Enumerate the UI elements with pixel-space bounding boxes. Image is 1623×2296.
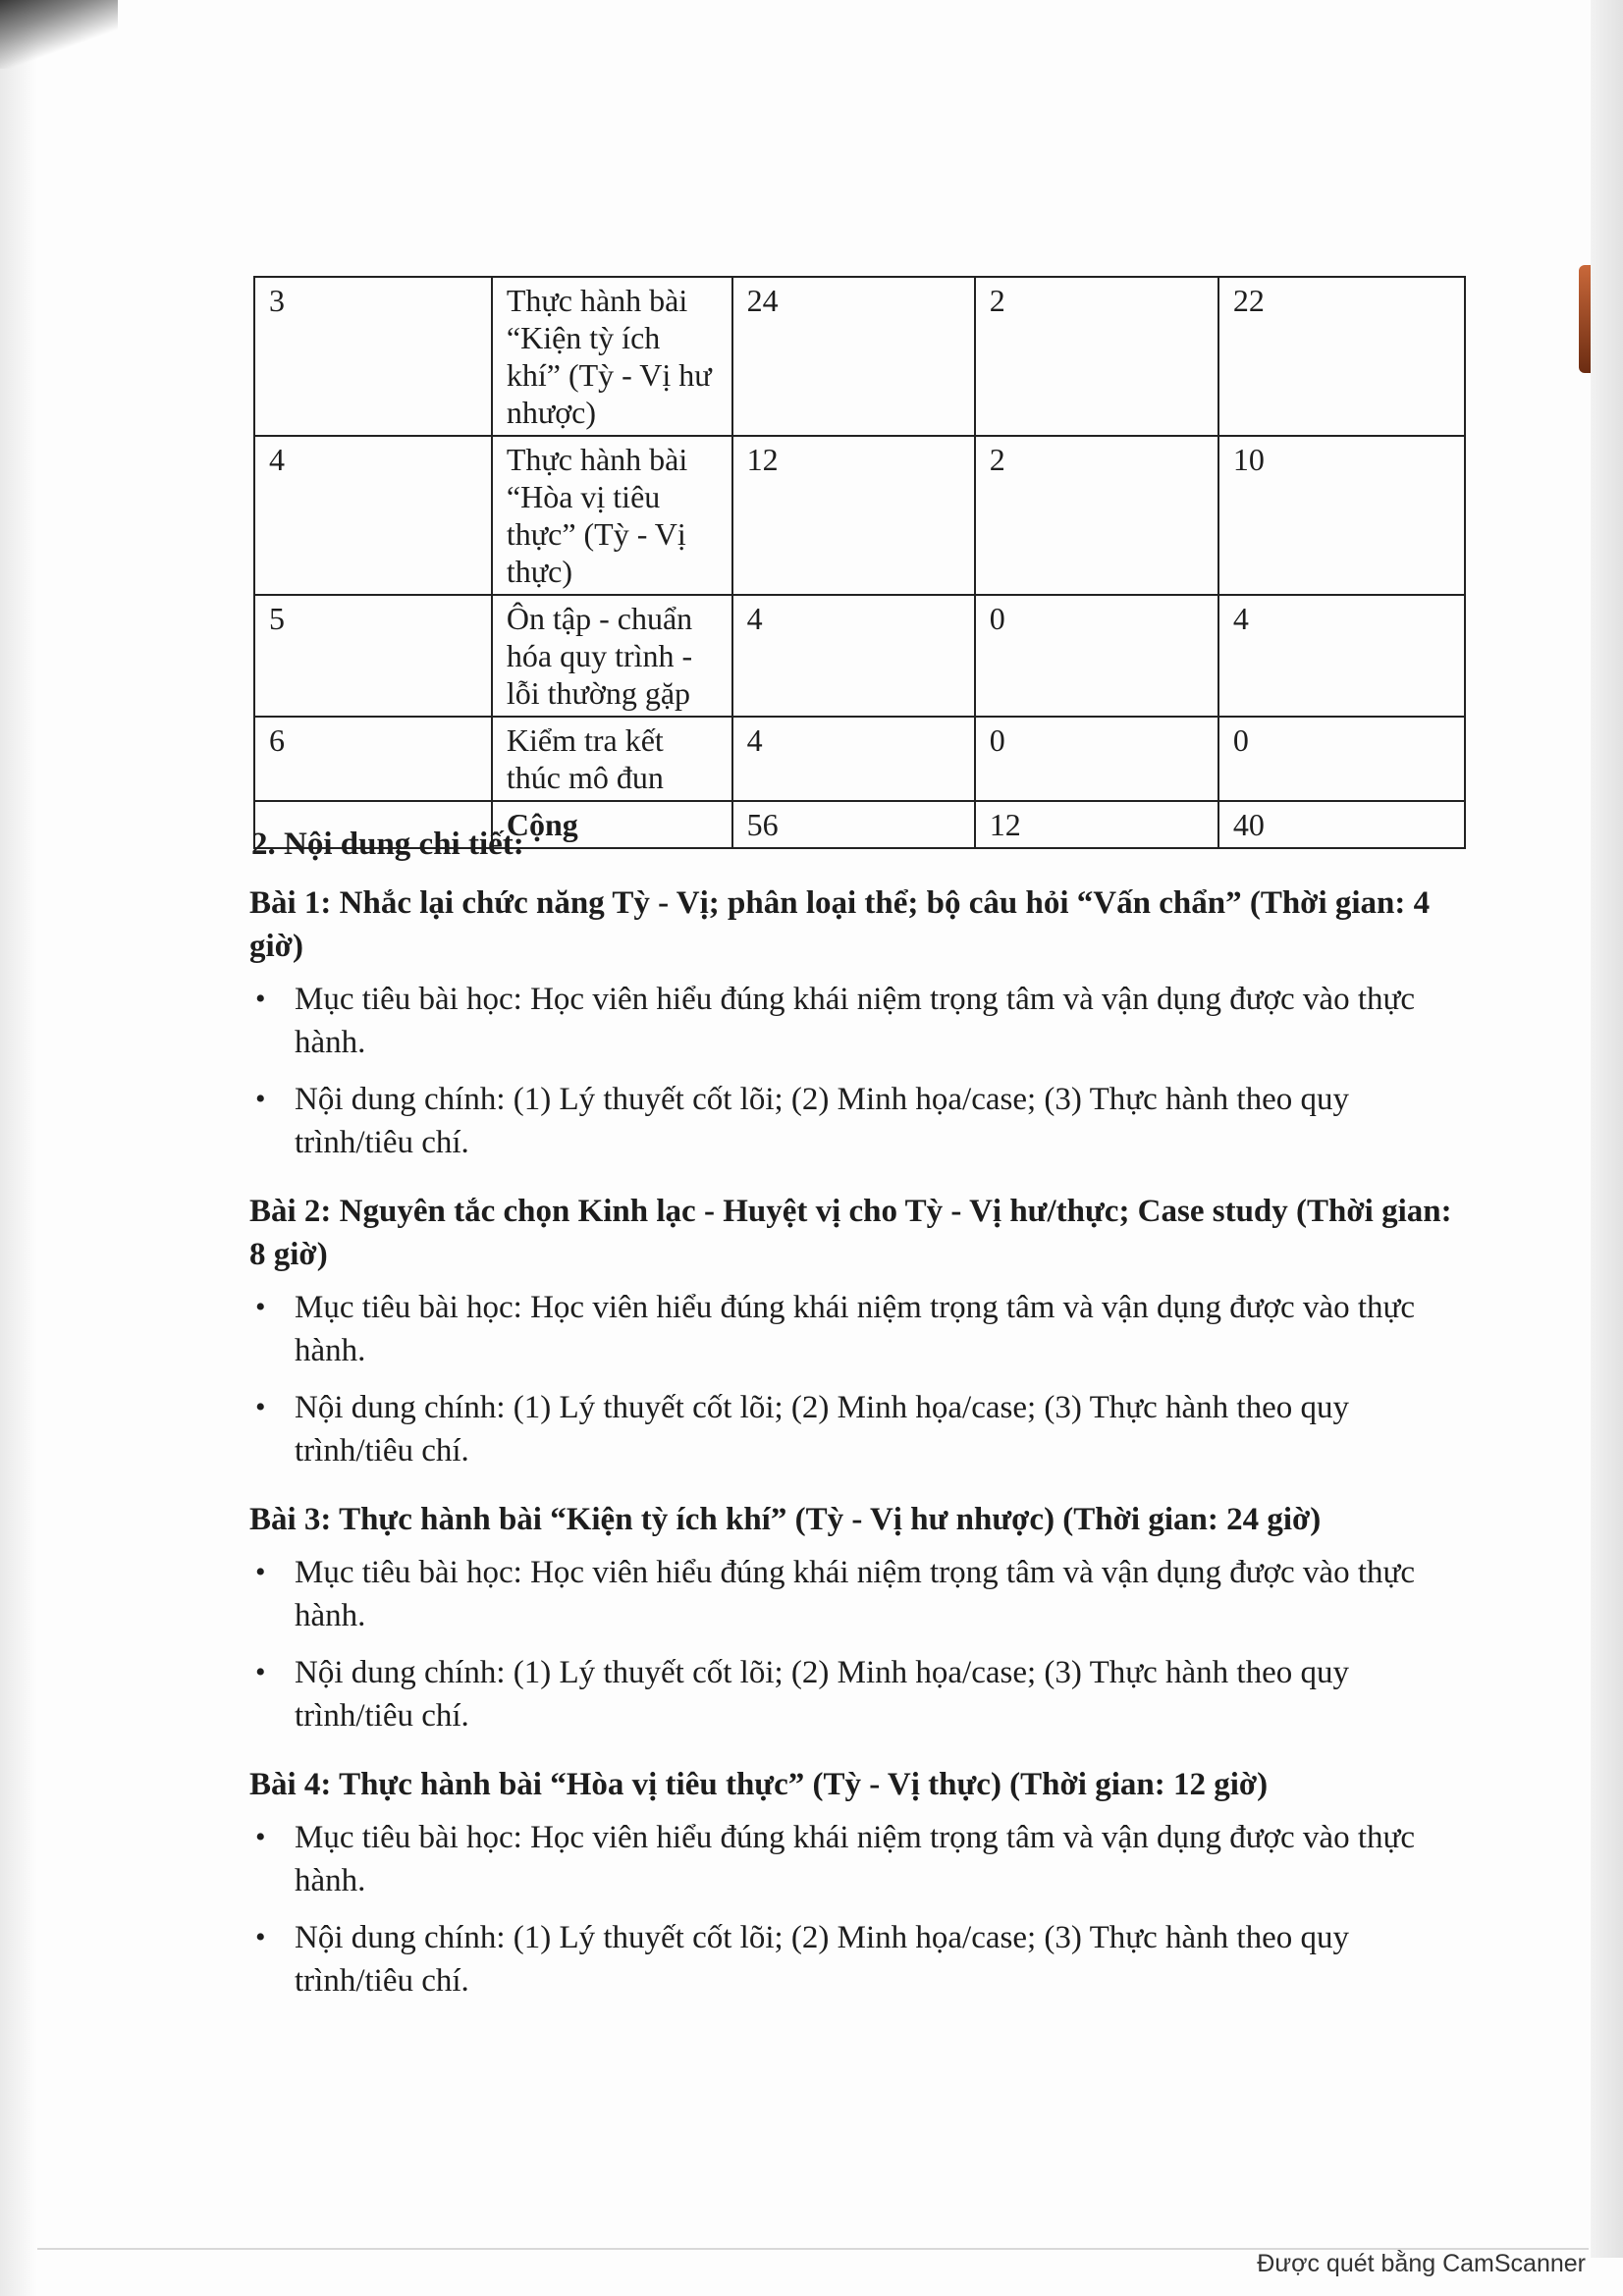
cell-practice-hours: 22 (1218, 277, 1465, 436)
cell-total-hours: 4 (732, 717, 975, 801)
bullet-icon: • (255, 1821, 266, 1853)
scanner-watermark: Được quét bằng CamScanner (1257, 2250, 1586, 2277)
cell-stt: 6 (254, 717, 492, 801)
content-text: Nội dung chính: (1) Lý thuyết cốt lõi; (2) Minh họa/case; (3) Thực hành theo quy trình/tiêu chí. (295, 1082, 1349, 1160)
cell-total-label: Cộng (492, 801, 732, 848)
cell-theory-hours: 0 (975, 595, 1218, 717)
objective-text: Mục tiêu bài học: Học viên hiểu đúng khái niệm trọng tâm và vận dụng được vào thực hành. (295, 1820, 1416, 1898)
cell-stt: 4 (254, 436, 492, 595)
objective-text: Mục tiêu bài học: Học viên hiểu đúng khái niệm trọng tâm và vận dụng được vào thực hành. (295, 982, 1416, 1060)
bullet-icon: • (255, 983, 266, 1015)
list-item (245, 1651, 1473, 1737)
bullet-icon: • (255, 1291, 266, 1323)
cell-practice-hours: 0 (1218, 717, 1465, 801)
content-text: Nội dung chính: (1) Lý thuyết cốt lõi; (2) Minh họa/case; (3) Thực hành theo quy trình/tiêu chí. (295, 1390, 1349, 1468)
section-title: 2. Nội dung chi tiết: (251, 827, 524, 862)
lesson-bullets (245, 1286, 1473, 1472)
bullet-icon: • (255, 1921, 266, 1953)
cell-lesson-name: Thực hành bài “Kiện tỳ ích khí” (Tỳ - Vị hư nhược) (492, 277, 732, 436)
cell-theory-hours: 12 (975, 801, 1218, 848)
lesson-bullets (245, 978, 1473, 1164)
cell-lesson-name: Ôn tập - chuẩn hóa quy trình - lỗi thường gặp (492, 595, 732, 717)
list-item (245, 1816, 1473, 1902)
objective-text: Mục tiêu bài học: Học viên hiểu đúng khái niệm trọng tâm và vận dụng được vào thực hành. (295, 1555, 1416, 1633)
list-item (245, 1286, 1473, 1372)
cell-theory-hours: 2 (975, 277, 1218, 436)
cell-stt: 3 (254, 277, 492, 436)
content-text: Nội dung chính: (1) Lý thuyết cốt lõi; (2) Minh họa/case; (3) Thực hành theo quy trình/tiêu chí. (295, 1920, 1349, 1999)
cell-practice-hours: 10 (1218, 436, 1465, 595)
content-text: Nội dung chính: (1) Lý thuyết cốt lõi; (2) Minh họa/case; (3) Thực hành theo quy trình/tiêu chí. (295, 1655, 1349, 1734)
list-item (245, 1551, 1473, 1637)
list-item (245, 978, 1473, 1064)
cell-practice-hours: 4 (1218, 595, 1465, 717)
lesson-title: Bài 3: Thực hành bài “Kiện tỳ ích khí” (Tỳ - Vị hư nhược) (Thời gian: 24 giờ) (249, 1502, 1322, 1537)
lesson-bullets (245, 1816, 1473, 2002)
schedule-table (253, 276, 1466, 849)
lesson-block (245, 881, 1473, 1164)
paper-edge-right (1591, 0, 1623, 2258)
table-row (254, 436, 1465, 595)
list-item (245, 1078, 1473, 1164)
lesson-bullets (245, 1551, 1473, 1737)
bullet-icon: • (255, 1391, 266, 1423)
detail-content (245, 823, 1473, 2028)
cell-theory-hours: 0 (975, 717, 1218, 801)
bullet-icon: • (255, 1556, 266, 1588)
cell-theory-hours: 2 (975, 436, 1218, 595)
bullet-icon: • (255, 1083, 266, 1115)
cell-lesson-name: Kiểm tra kết thúc mô đun (492, 717, 732, 801)
edge-mark (1579, 265, 1591, 373)
lesson-block (245, 1498, 1473, 1737)
cell-total-hours: 24 (732, 277, 975, 436)
lesson-title: Bài 4: Thực hành bài “Hòa vị tiêu thực” (Tỳ - Vị thực) (Thời gian: 12 giờ) (249, 1767, 1269, 1802)
table-row (254, 717, 1465, 801)
list-item (245, 1916, 1473, 2002)
cell-total-hours: 56 (732, 801, 975, 848)
cell-total-hours: 4 (732, 595, 975, 717)
lesson-title: Bài 1: Nhắc lại chức năng Tỳ - Vị; phân loại thể; bộ câu hỏi “Vấn chẩn” (Thời gian: 4 giờ) (249, 885, 1431, 964)
lesson-block (245, 1190, 1473, 1472)
lesson-block (245, 1763, 1473, 2002)
paper-edge (0, 0, 37, 2296)
cell-practice-hours: 40 (1218, 801, 1465, 848)
objective-text: Mục tiêu bài học: Học viên hiểu đúng khái niệm trọng tâm và vận dụng được vào thực hành. (295, 1290, 1416, 1368)
cell-total-hours: 12 (732, 436, 975, 595)
lesson-title: Bài 2: Nguyên tắc chọn Kinh lạc - Huyệt vị cho Tỳ - Vị hư/thực; Case study (Thời gian: 8 giờ) (249, 1194, 1452, 1272)
bullet-icon: • (255, 1656, 266, 1688)
cell-lesson-name: Thực hành bài “Hòa vị tiêu thực” (Tỳ - Vị thực) (492, 436, 732, 595)
corner-shadow (0, 0, 118, 69)
cell-stt: 5 (254, 595, 492, 717)
table-row (254, 277, 1465, 436)
list-item (245, 1386, 1473, 1472)
table-row (254, 595, 1465, 717)
